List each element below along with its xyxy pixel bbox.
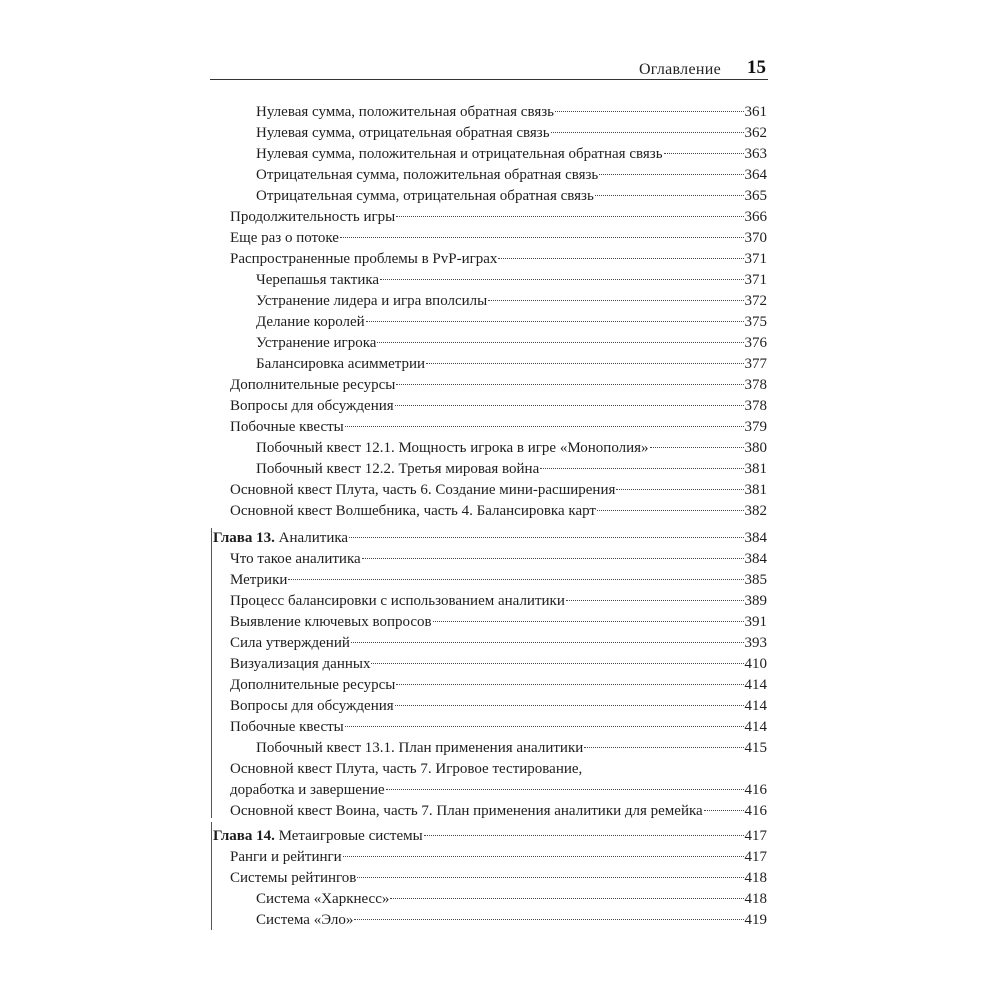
toc-entry-page: 418 bbox=[744, 891, 767, 907]
toc-entry-title: Системы рейтингов bbox=[230, 870, 357, 886]
dot-leader bbox=[599, 173, 743, 175]
toc-entry-page: 414 bbox=[744, 677, 767, 693]
toc-entry-title-line1[interactable]: Основной квест Плута, часть 7. Игровое тестирование, bbox=[230, 761, 583, 777]
toc-entry-title: Устранение игрока bbox=[256, 335, 377, 351]
toc-entry-page: 382 bbox=[744, 503, 767, 519]
toc-entry-title: Отрицательная сумма, положительная обратная связь bbox=[256, 167, 599, 183]
toc-entry[interactable] bbox=[256, 144, 767, 164]
dot-leader bbox=[345, 425, 744, 427]
toc-entry[interactable] bbox=[230, 612, 767, 632]
dot-leader bbox=[380, 278, 743, 280]
toc-entry-page: 363 bbox=[744, 146, 767, 162]
toc-entry[interactable] bbox=[230, 591, 767, 611]
toc-entry-page: 362 bbox=[744, 125, 767, 141]
toc-entry-title: Побочный квест 12.1. Мощность игрока в игре «Монополия» bbox=[256, 440, 649, 456]
toc-entry-page: 414 bbox=[744, 698, 767, 714]
toc-entry[interactable] bbox=[230, 847, 767, 867]
toc-entry[interactable] bbox=[230, 549, 767, 569]
dot-leader bbox=[595, 194, 744, 196]
dot-leader bbox=[584, 746, 743, 748]
toc-entry-page: 378 bbox=[744, 398, 767, 414]
chapter-name: Метаигровые системы bbox=[278, 828, 423, 844]
toc-entry-page: 375 bbox=[744, 314, 767, 330]
toc-entry-title: Выявление ключевых вопросов bbox=[230, 614, 432, 630]
dot-leader bbox=[650, 446, 744, 448]
toc-entry-page: 378 bbox=[744, 377, 767, 393]
toc-entry-page: 370 bbox=[744, 230, 767, 246]
toc-entry-title-line2: доработка и завершение bbox=[230, 782, 385, 798]
toc-entry-page: 380 bbox=[744, 440, 767, 456]
toc-entry-page: 379 bbox=[744, 419, 767, 435]
dot-leader bbox=[664, 152, 744, 154]
toc-entry-page: 416 bbox=[744, 782, 767, 798]
toc-entry[interactable] bbox=[256, 165, 767, 185]
dot-leader bbox=[616, 488, 743, 490]
toc-entry-title: Ранги и рейтинги bbox=[230, 849, 342, 865]
toc-entry-title: Нулевая сумма, положительная обратная связь bbox=[256, 104, 555, 120]
dot-leader bbox=[396, 383, 743, 385]
toc-entry-page: 414 bbox=[744, 719, 767, 735]
toc-entry[interactable] bbox=[256, 354, 767, 374]
toc-chapter-14[interactable] bbox=[213, 826, 767, 846]
toc-entry-page: 418 bbox=[744, 870, 767, 886]
dot-leader bbox=[386, 788, 744, 790]
header-title: Оглавление bbox=[638, 61, 721, 78]
toc-entry[interactable] bbox=[230, 801, 767, 821]
toc-entry[interactable] bbox=[230, 417, 767, 437]
toc-entry-page: 371 bbox=[744, 251, 767, 267]
toc-entry[interactable] bbox=[230, 654, 767, 674]
toc-entry-page: 381 bbox=[744, 461, 767, 477]
chapter-label: Глава 14. bbox=[213, 828, 275, 844]
toc-entry[interactable] bbox=[230, 633, 767, 653]
toc-entry-title: Система «Харкнесс» bbox=[256, 891, 390, 907]
toc-entry-page: 364 bbox=[744, 167, 767, 183]
toc-chapter-title bbox=[213, 826, 423, 846]
toc-entry[interactable] bbox=[230, 717, 767, 737]
toc-entry-page: 361 bbox=[744, 104, 767, 120]
dot-leader bbox=[488, 299, 743, 301]
toc-entry-page: 377 bbox=[744, 356, 767, 372]
dot-leader bbox=[433, 620, 744, 622]
toc-entry-page: 365 bbox=[744, 188, 767, 204]
toc-entry-page: 419 bbox=[744, 912, 767, 928]
dot-leader bbox=[426, 362, 743, 364]
toc-entry-title: Нулевая сумма, положительная и отрицательная обратная связь bbox=[256, 146, 663, 162]
toc-entry[interactable] bbox=[230, 228, 767, 248]
toc-entry-title: Основной квест Плута, часть 6. Создание мини-расширения bbox=[230, 482, 616, 498]
dot-leader bbox=[396, 683, 743, 685]
toc-entry-title: Сила утверждений bbox=[230, 635, 350, 651]
toc-entry[interactable] bbox=[256, 910, 767, 930]
toc-entry[interactable] bbox=[256, 738, 767, 758]
toc-entry[interactable] bbox=[256, 312, 767, 332]
toc-entry-title: Продолжительность игры bbox=[230, 209, 396, 225]
toc-entry-page: 376 bbox=[744, 335, 767, 351]
dot-leader bbox=[540, 467, 743, 469]
toc-entry-page: 391 bbox=[744, 614, 767, 630]
dot-leader bbox=[704, 809, 744, 811]
toc-entry-page: 417 bbox=[744, 849, 767, 865]
toc-entry[interactable] bbox=[230, 868, 767, 888]
toc-entry-title: Еще раз о потоке bbox=[230, 230, 339, 246]
toc-entry-page: 384 bbox=[744, 551, 767, 567]
toc-entry-title: Основной квест Волшебника, часть 4. Балансировка карт bbox=[230, 503, 596, 519]
dot-leader bbox=[357, 876, 743, 878]
toc-entry[interactable] bbox=[230, 249, 767, 269]
dot-leader bbox=[377, 341, 743, 343]
toc-entry-title: Делание королей bbox=[256, 314, 365, 330]
dot-leader bbox=[555, 110, 743, 112]
toc-entry-title: Побочный квест 12.2. Третья мировая война bbox=[256, 461, 540, 477]
dot-leader bbox=[371, 662, 743, 664]
toc-entry-page: 417 bbox=[744, 828, 767, 844]
toc-entry-page: 366 bbox=[744, 209, 767, 225]
toc-entry-page: 385 bbox=[744, 572, 767, 588]
toc-entry-title: Черепашья тактика bbox=[256, 272, 380, 288]
toc-entry[interactable] bbox=[230, 207, 767, 227]
toc-entry-title: Что такое аналитика bbox=[230, 551, 361, 567]
dot-leader bbox=[395, 404, 744, 406]
dot-leader bbox=[351, 641, 744, 643]
toc-entry-title: Основной квест Воина, часть 7. План применения аналитики для ремейка bbox=[230, 803, 703, 819]
toc-entry[interactable] bbox=[256, 186, 767, 206]
toc-entry-title: Побочные квесты bbox=[230, 419, 344, 435]
dot-leader bbox=[498, 257, 743, 259]
toc-entry-title: Отрицательная сумма, отрицательная обратная связь bbox=[256, 188, 594, 204]
toc-entry-page: 416 bbox=[744, 803, 767, 819]
dot-leader bbox=[349, 536, 743, 538]
toc-chapter-13[interactable] bbox=[213, 528, 767, 548]
toc-entry[interactable] bbox=[230, 570, 767, 590]
dot-leader bbox=[366, 320, 744, 322]
toc-entry[interactable] bbox=[230, 696, 767, 716]
dot-leader bbox=[354, 918, 743, 920]
toc-entry[interactable] bbox=[256, 889, 767, 909]
dot-leader bbox=[424, 834, 744, 836]
toc-entry-page: 372 bbox=[744, 293, 767, 309]
toc-entry[interactable] bbox=[230, 480, 767, 500]
toc-entry-title: Распространенные проблемы в PvP-играх bbox=[230, 251, 498, 267]
toc-entry[interactable] bbox=[256, 123, 767, 143]
toc-entry-title: Метрики bbox=[230, 572, 288, 588]
toc-entry-title: Система «Эло» bbox=[256, 912, 354, 928]
toc-entry-title: Визуализация данных bbox=[230, 656, 371, 672]
toc-entry-page: 381 bbox=[744, 482, 767, 498]
dot-leader bbox=[340, 236, 744, 238]
toc-entry[interactable] bbox=[256, 459, 767, 479]
toc-chapter-title bbox=[213, 528, 348, 548]
dot-leader bbox=[551, 131, 744, 133]
toc-entry-page: 410 bbox=[744, 656, 767, 672]
toc-entry-title: Процесс балансировки с использованием аналитики bbox=[230, 593, 565, 609]
dot-leader bbox=[566, 599, 744, 601]
toc-entry-title: Дополнительные ресурсы bbox=[230, 677, 396, 693]
dot-leader bbox=[395, 704, 744, 706]
toc-entry[interactable] bbox=[230, 396, 767, 416]
dot-leader bbox=[345, 725, 744, 727]
toc-entry-title: Нулевая сумма, отрицательная обратная связь bbox=[256, 125, 550, 141]
toc-entry-page: 371 bbox=[744, 272, 767, 288]
toc-entry-title: Вопросы для обсуждения bbox=[230, 398, 394, 414]
toc-entry-title: Вопросы для обсуждения bbox=[230, 698, 394, 714]
toc-entry[interactable] bbox=[256, 333, 767, 353]
toc-entry-title: Побочный квест 13.1. План применения аналитики bbox=[256, 740, 584, 756]
toc-entry-title: Побочные квесты bbox=[230, 719, 344, 735]
dot-leader bbox=[288, 578, 743, 580]
dot-leader bbox=[362, 557, 744, 559]
toc-entry[interactable] bbox=[230, 375, 767, 395]
toc-entry-page: 393 bbox=[744, 635, 767, 651]
toc-entry-title: Балансировка асимметрии bbox=[256, 356, 426, 372]
dot-leader bbox=[343, 855, 744, 857]
toc-entry[interactable] bbox=[230, 501, 767, 521]
dot-leader bbox=[597, 509, 744, 511]
toc-entry[interactable] bbox=[256, 291, 767, 311]
toc-entry[interactable] bbox=[230, 675, 767, 695]
header-page-number: 15 bbox=[747, 57, 766, 78]
dot-leader bbox=[390, 897, 743, 899]
toc-entry[interactable] bbox=[256, 270, 767, 290]
dot-leader bbox=[396, 215, 743, 217]
toc-entry-page: 389 bbox=[744, 593, 767, 609]
toc-entry-page: 384 bbox=[744, 530, 767, 546]
toc-entry[interactable] bbox=[256, 438, 767, 458]
toc-entry-page: 415 bbox=[744, 740, 767, 756]
toc-entry-title: Дополнительные ресурсы bbox=[230, 377, 396, 393]
toc-entry[interactable] bbox=[230, 780, 767, 800]
toc-entry-title: Устранение лидера и игра вполсилы bbox=[256, 293, 488, 309]
chapter-label: Глава 13. bbox=[213, 530, 275, 546]
chapter-name: Аналитика bbox=[278, 530, 349, 546]
toc-entry[interactable] bbox=[256, 102, 767, 122]
